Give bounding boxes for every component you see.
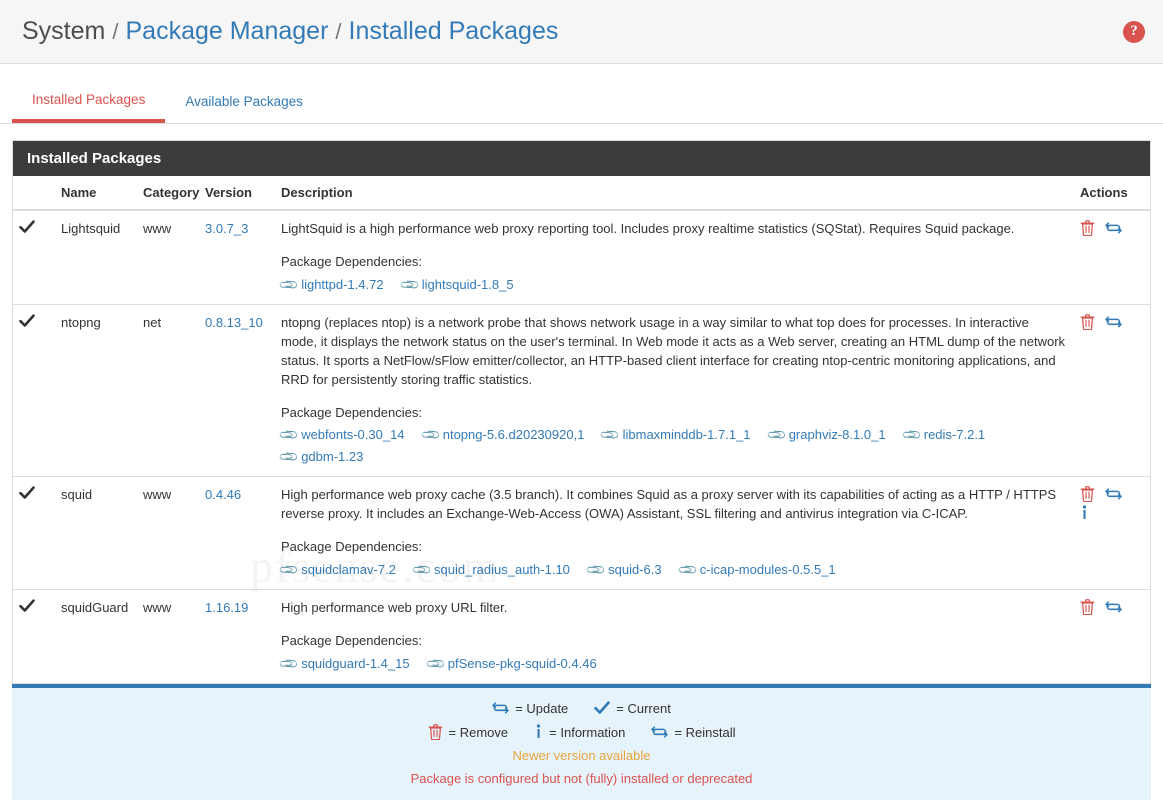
paperclip-icon: 📎 bbox=[277, 445, 300, 468]
package-version[interactable] bbox=[199, 305, 275, 477]
package-version-link[interactable]: 3.0.7_3 bbox=[205, 221, 249, 236]
remove-icon bbox=[428, 724, 443, 740]
reinstall-icon[interactable] bbox=[1105, 314, 1122, 330]
dependency-link[interactable]: squidclamav-7.2 bbox=[301, 561, 396, 577]
table-row bbox=[13, 477, 1150, 590]
reinstall-icon[interactable] bbox=[1105, 599, 1122, 615]
dependency-link[interactable]: libmaxminddb-1.7.1_1 bbox=[622, 427, 751, 443]
table-row bbox=[13, 305, 1150, 477]
dependencies-label: Package Dependencies: bbox=[281, 538, 422, 554]
legend-current-label: = Current bbox=[616, 700, 671, 716]
package-category: www bbox=[143, 221, 172, 236]
dependencies-list bbox=[277, 558, 1068, 581]
legend-information bbox=[534, 724, 625, 740]
installed-packages-table bbox=[13, 176, 1150, 683]
reinstall-icon bbox=[651, 724, 668, 740]
legend-current bbox=[594, 701, 671, 716]
package-category: net bbox=[137, 305, 199, 477]
package-description: High performance web proxy URL filter. bbox=[281, 600, 508, 616]
row-actions bbox=[1074, 305, 1150, 477]
dependency-item[interactable] bbox=[900, 423, 986, 446]
dependency-item[interactable] bbox=[584, 558, 662, 581]
package-description-cell bbox=[275, 305, 1074, 477]
column-category: Category bbox=[137, 176, 199, 210]
dependency-item[interactable] bbox=[599, 423, 751, 446]
package-version[interactable] bbox=[199, 210, 275, 305]
dependencies-list bbox=[277, 652, 1068, 675]
paperclip-icon: 📎 bbox=[277, 273, 300, 296]
breadcrumb-system: System bbox=[22, 17, 106, 45]
installed-packages-panel bbox=[12, 140, 1151, 684]
paperclip-icon: 📎 bbox=[398, 273, 421, 296]
status-check-icon bbox=[13, 477, 55, 590]
column-description: Description bbox=[275, 176, 1074, 210]
package-category: www bbox=[137, 477, 199, 590]
column-version: Version bbox=[199, 176, 275, 210]
paperclip-icon: 📎 bbox=[676, 558, 699, 581]
column-status bbox=[13, 176, 55, 210]
paperclip-icon: 📎 bbox=[410, 558, 433, 581]
tab-installed-packages[interactable]: Installed Packages bbox=[12, 82, 165, 123]
paperclip-icon: 📎 bbox=[765, 423, 788, 446]
package-version[interactable] bbox=[199, 590, 275, 684]
package-description: ntopng (replaces ntop) is a network probe that shows network usage in a way similar to what top does for processes. In interactive mode, it displays the network status on the user's terminal. In Web mode it acts as a Web server, creating an HTML dump of the network status. It sports a NetFlow/sFlow emitter/collector, an HTTP-based client interface for creating ntop-centric monitoring applications, and RRD for persistently storing traffic statistics. bbox=[281, 315, 1066, 387]
information-icon bbox=[534, 724, 543, 740]
paperclip-icon: 📎 bbox=[900, 423, 923, 446]
dependency-link[interactable]: lighttpd-1.4.72 bbox=[301, 276, 384, 292]
legend-reinstall bbox=[651, 724, 735, 740]
update-icon bbox=[492, 700, 509, 716]
paperclip-icon: 📎 bbox=[424, 652, 447, 675]
dependency-link[interactable]: squidguard-1.4_15 bbox=[301, 655, 410, 671]
breadcrumb-package-manager[interactable]: Package Manager bbox=[125, 17, 329, 45]
breadcrumb bbox=[22, 17, 1123, 46]
row-actions bbox=[1074, 477, 1150, 590]
package-category: www bbox=[137, 590, 199, 684]
row-actions-group bbox=[1080, 220, 1144, 236]
package-version-link[interactable]: 0.4.46 bbox=[205, 487, 242, 503]
breadcrumb-separator-1: / bbox=[112, 19, 119, 44]
dependency-link[interactable]: c-icap-modules-0.5.5_1 bbox=[699, 561, 836, 577]
row-actions-group bbox=[1080, 486, 1144, 502]
legend-not-installed: Package is configured but not (fully) installed or deprecated bbox=[410, 771, 753, 787]
dependency-link[interactable]: lightsquid-1.8_5 bbox=[421, 276, 514, 292]
paperclip-icon: 📎 bbox=[277, 558, 300, 581]
package-name: squid bbox=[55, 477, 137, 590]
dependency-item[interactable] bbox=[277, 558, 396, 581]
paperclip-icon: 📎 bbox=[419, 423, 442, 446]
status-check-icon bbox=[13, 590, 55, 684]
help-icon[interactable]: ? bbox=[1123, 21, 1145, 43]
panel-title: Installed Packages bbox=[13, 141, 1150, 176]
dependency-link[interactable]: gdbm-1.23 bbox=[301, 448, 364, 464]
package-name: ntopng bbox=[55, 305, 137, 477]
dependency-item[interactable] bbox=[277, 445, 364, 468]
row-actions-group-secondary bbox=[1080, 505, 1144, 521]
dependency-item[interactable] bbox=[765, 423, 886, 446]
legend-information-label: = Information bbox=[549, 724, 626, 740]
dependency-link[interactable]: pfSense-pkg-squid-0.4.46 bbox=[447, 655, 597, 671]
remove-icon[interactable] bbox=[1080, 486, 1095, 502]
package-description-cell bbox=[275, 590, 1074, 684]
table-row bbox=[13, 210, 1150, 305]
reinstall-icon[interactable] bbox=[1105, 220, 1122, 236]
table-body bbox=[13, 210, 1150, 683]
legend-remove-label: = Remove bbox=[448, 724, 509, 740]
package-description-cell bbox=[275, 210, 1074, 305]
breadcrumb-separator-2: / bbox=[335, 19, 342, 44]
dependency-link[interactable]: squid-6.3 bbox=[608, 561, 662, 577]
legend-newer-version: Newer version available bbox=[512, 748, 651, 764]
legend-panel bbox=[12, 684, 1151, 800]
package-version[interactable] bbox=[199, 477, 275, 590]
row-actions-group bbox=[1080, 599, 1144, 615]
tab-available-packages[interactable]: Available Packages bbox=[165, 82, 323, 123]
paperclip-icon: 📎 bbox=[277, 652, 300, 675]
status-check-icon bbox=[13, 210, 55, 305]
package-description: High performance web proxy cache (3.5 branch). It combines Squid as a proxy server with its capabilities of acting as a HTTP / HTTPS reverse proxy. It includes an Exchange-Web-Access (OWA) Assistant, SSL filtering and antivirus integration via C-ICAP. bbox=[281, 487, 1057, 522]
row-actions-group bbox=[1080, 314, 1144, 330]
dependencies-label: Package Dependencies: bbox=[281, 253, 422, 269]
dependencies-label: Package Dependencies: bbox=[281, 404, 422, 420]
dependency-item[interactable] bbox=[424, 652, 597, 675]
dependency-link[interactable]: redis-7.2.1 bbox=[923, 427, 986, 443]
legend-remove bbox=[428, 724, 509, 740]
paperclip-icon: 📎 bbox=[599, 423, 622, 446]
dependency-item[interactable] bbox=[410, 558, 570, 581]
row-actions bbox=[1074, 210, 1150, 305]
package-description-cell bbox=[275, 477, 1074, 590]
dependency-link[interactable]: squid_radius_auth-1.10 bbox=[434, 561, 570, 577]
legend-update-label: = Update bbox=[515, 700, 569, 716]
package-description: LightSquid is a high performance web proxy reporting tool. Includes proxy realtime statistics (SQStat). Requires Squid package. bbox=[281, 221, 1015, 236]
paperclip-icon: 📎 bbox=[584, 558, 607, 581]
dependencies-list bbox=[277, 273, 1068, 296]
dependencies-label: Package Dependencies: bbox=[281, 633, 422, 649]
dependency-link[interactable]: webfonts-0.30_14 bbox=[301, 427, 405, 443]
column-name: Name bbox=[55, 176, 137, 210]
remove-icon[interactable] bbox=[1080, 220, 1095, 236]
legend-reinstall-label: = Reinstall bbox=[674, 724, 736, 740]
table-row bbox=[13, 590, 1150, 684]
dependency-item[interactable] bbox=[277, 273, 384, 296]
dependency-link[interactable]: ntopng-5.6.d20230920,1 bbox=[442, 427, 585, 443]
dependency-link[interactable]: graphviz-8.1.0_1 bbox=[788, 427, 886, 443]
legend-line-1 bbox=[22, 700, 1141, 716]
breadcrumb-installed-packages[interactable]: Installed Packages bbox=[348, 17, 559, 45]
status-check-icon bbox=[13, 305, 55, 477]
package-version-link[interactable]: 1.16.19 bbox=[205, 600, 249, 616]
dependencies-list bbox=[277, 423, 1068, 468]
breadcrumb-bar bbox=[0, 0, 1163, 64]
legend-line-2 bbox=[22, 724, 1141, 740]
dependency-item[interactable] bbox=[676, 558, 836, 581]
dependency-item[interactable] bbox=[398, 273, 514, 296]
dependency-item[interactable] bbox=[277, 423, 405, 446]
check-icon bbox=[594, 701, 610, 715]
column-actions: Actions bbox=[1074, 176, 1150, 210]
package-version-link[interactable]: 0.8.13_10 bbox=[205, 315, 263, 331]
package-name: squidGuard bbox=[55, 590, 137, 684]
remove-icon[interactable] bbox=[1080, 314, 1095, 330]
information-icon[interactable] bbox=[1080, 505, 1089, 521]
remove-icon[interactable] bbox=[1080, 599, 1095, 615]
package-name: Lightsquid bbox=[61, 221, 121, 236]
paperclip-icon: 📎 bbox=[277, 423, 300, 446]
legend-update bbox=[492, 700, 568, 716]
reinstall-icon[interactable] bbox=[1105, 486, 1122, 502]
tab-bar bbox=[0, 82, 1163, 124]
dependency-item[interactable] bbox=[419, 423, 585, 446]
dependency-item[interactable] bbox=[277, 652, 410, 675]
row-actions bbox=[1074, 590, 1150, 684]
table-header bbox=[13, 176, 1150, 210]
